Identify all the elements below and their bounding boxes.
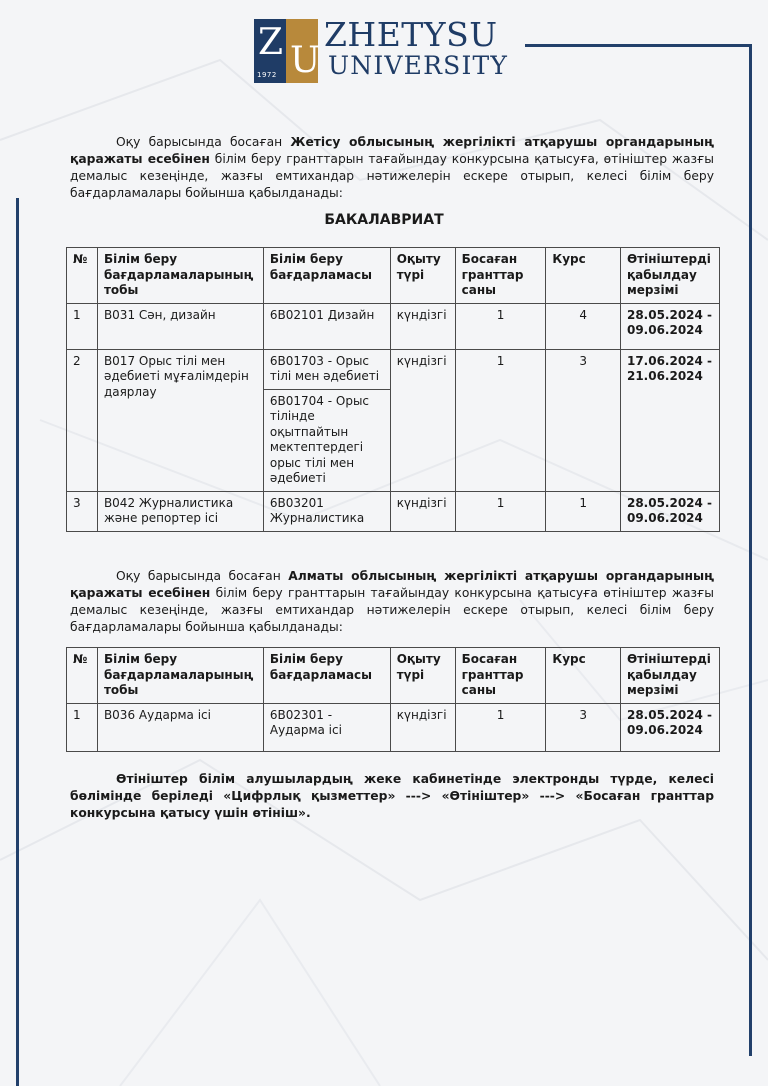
university-logo: [254, 15, 524, 83]
cell-period: 28.05.2024 - 09.06.2024: [620, 303, 719, 349]
header-form: Оқыту түрі: [390, 648, 455, 704]
cell-group: В031 Сән, дизайн: [97, 303, 263, 349]
cell-grants: 1: [455, 703, 546, 751]
intro-paragraph-2: [70, 568, 714, 636]
section-heading: БАКАЛАВРИАТ: [324, 212, 444, 228]
cell-period: 28.05.2024 - 09.06.2024: [620, 703, 719, 751]
table-row: [67, 703, 720, 751]
cell-num: 1: [67, 703, 98, 751]
frame-line-right: [749, 44, 752, 1056]
intro2-text-after: білім беру гранттарын тағайындау конкурсына қатысуға өтініштер жазғы демалыс кезеңінде, жазғы емтихандар нәтижелерін ескере отырып, келесі білім беру бағдарламалары бойынша қабылданады:: [70, 586, 714, 634]
header-period: Өтініштерді қабылдау мерзімі: [620, 248, 719, 304]
header-num: №: [67, 248, 98, 304]
university-name-line2: UNIVERSITY: [328, 51, 509, 80]
cell-course: 1: [546, 491, 621, 531]
cell-group: В042 Журналистика және репортер ісі: [97, 491, 263, 531]
cell-period: 17.06.2024 - 21.06.2024: [620, 349, 719, 491]
cell-group: В017 Орыс тілі мен әдебиеті мұғалімдерін даярлау: [97, 349, 263, 491]
cell-group: В036 Аударма ісі: [97, 703, 263, 751]
table-row: [67, 349, 720, 389]
header-grants: Босаған гранттар саны: [455, 248, 546, 304]
table-header-row: [67, 248, 720, 304]
intro2-bold: Алматы облысының жергілікті атқарушы органдарының қаражаты есебінен: [70, 569, 714, 600]
cell-period: 28.05.2024 - 09.06.2024: [620, 491, 719, 531]
logo-mark: [254, 19, 321, 83]
cell-form: күндізгі: [390, 703, 455, 751]
cell-grants: 1: [455, 349, 546, 491]
university-name-line1: ZHETYSU: [324, 15, 498, 54]
header-program: Білім беру бағдарламасы: [263, 648, 390, 704]
header-group: Білім беру бағдарламаларының тобы: [97, 648, 263, 704]
header-course: Курс: [546, 248, 621, 304]
cell-form: күндізгі: [390, 303, 455, 349]
frame-line-left: [16, 198, 19, 1086]
cell-num: 1: [67, 303, 98, 349]
cell-course: 3: [546, 349, 621, 491]
table-row: [67, 303, 720, 349]
header-program: Білім беру бағдарламасы: [263, 248, 390, 304]
cell-num: 2: [67, 349, 98, 491]
grants-table-2: [66, 647, 720, 752]
cell-form: күндізгі: [390, 491, 455, 531]
header-form: Оқыту түрі: [390, 248, 455, 304]
intro1-text-after: білім беру гранттарын тағайындау конкурсына қатысуға, өтініштер жазғы демалыс кезеңінде, жазғы емтихандар нәтижелерін ескере отырып, келесі білім беру бағдарламалары бойынша қабылданады:: [70, 152, 714, 200]
intro1-text-before: Оқу барысында босаған: [116, 135, 291, 149]
logo-year: 1972: [257, 71, 277, 79]
logo-letter-u: U: [290, 40, 321, 81]
header-num: №: [67, 648, 98, 704]
final-note-text: Өтініштер білім алушылардың жеке кабинетінде электронды түрде, келесі бөлімінде беріледі «Цифрлық қызметтер» ---> «Өтініштер» ---> «Босаған гранттар конкурсына қатысу үшін өтініш».: [70, 772, 714, 820]
cell-grants: 1: [455, 303, 546, 349]
header-period: Өтініштерді қабылдау мерзімі: [620, 648, 719, 704]
intro1-bold: Жетісу облысының жергілікті атқарушы органдарының қаражаты есебінен: [70, 135, 715, 166]
grants-table-1: [66, 247, 720, 532]
header-grants: Босаған гранттар саны: [455, 648, 546, 704]
cell-course: 4: [546, 303, 621, 349]
intro-paragraph-1: [70, 134, 714, 202]
header-group: Білім беру бағдарламаларының тобы: [97, 248, 263, 304]
final-note: [70, 771, 714, 822]
cell-course: 3: [546, 703, 621, 751]
cell-program: 6В03201 Журналистика: [263, 491, 390, 531]
cell-form: күндізгі: [390, 349, 455, 491]
cell-program: 6В01703 - Орыс тілі мен әдебиеті: [263, 349, 390, 389]
cell-num: 3: [67, 491, 98, 531]
cell-program: 6В02301 - Аударма ісі: [263, 703, 390, 751]
logo-letter-z: Z: [258, 22, 284, 63]
header-course: Курс: [546, 648, 621, 704]
cell-program: 6В02101 Дизайн: [263, 303, 390, 349]
table-row: [67, 491, 720, 531]
frame-line-top: [525, 44, 752, 47]
cell-grants: 1: [455, 491, 546, 531]
cell-program: 6В01704 - Орыс тілінде оқытпайтын мектептердегі орыс тілі мен әдебиеті: [263, 389, 390, 491]
table-header-row: [67, 648, 720, 704]
intro2-text-before: Оқу барысында босаған: [116, 569, 289, 583]
